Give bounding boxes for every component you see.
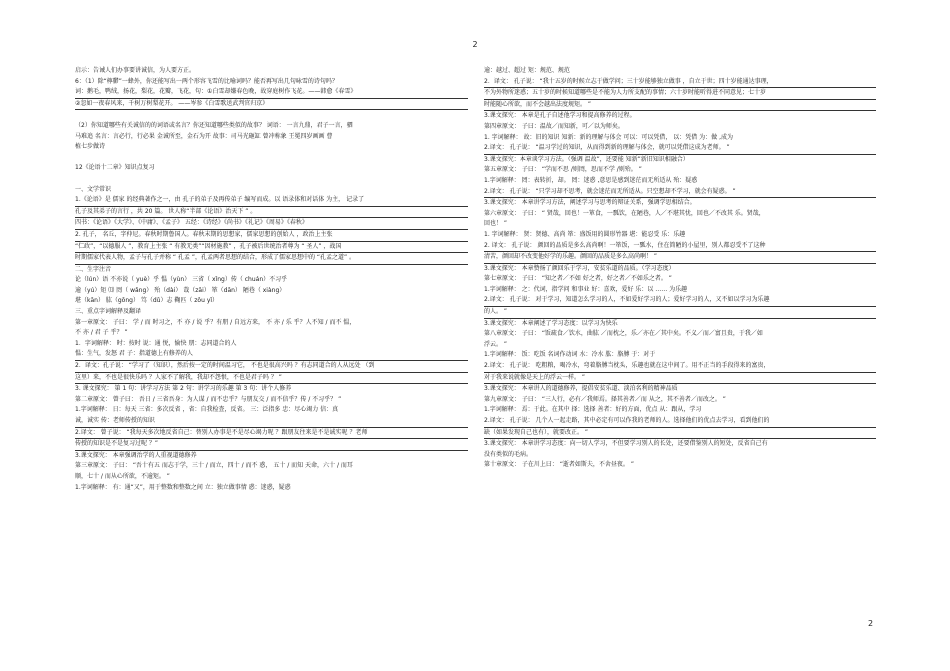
text-line: 第二章原文： 曾子曰： 吾日 / 三省吾身：为人谋 / 而不忠乎？与朋友交 / 而不信乎？传 / 不习乎？ ” bbox=[75, 395, 342, 403]
text-line: 回也！ ” bbox=[484, 220, 508, 228]
text-line: 2.译文： 孔子说： 对于学习，知道怎么学习的人，不如爱好学习的人；爱好学习的人，又不如以学习为乐趣 bbox=[484, 295, 876, 307]
text-line: 3.课文探究： 本章讲学习方法，阐述学习与思考的辩证关系，强调学思相结合。 bbox=[484, 199, 696, 207]
text-line: 词：鹅毛，鸭绒，扬花，梨花，花瓣，飞花，句：①白雪却嫌春色晚，故穿庭树作飞花。——韩愈《春雪》 bbox=[75, 87, 468, 99]
text-line: 1.字词解释： 有：通“又”，用于整数和整数之间 立：独立做事情 惑：迷惑，疑惑 bbox=[75, 483, 291, 491]
text-line: 传授的知识是不是复习过呢 ？” bbox=[75, 439, 468, 451]
text-line: 第五章原文： 子曰： “学而不思 /则罔，思而不学 /则殆。 ” bbox=[484, 166, 642, 174]
text-line: 第一章原文： 子曰： 学 / 而 时习之，不 亦 / 说 乎？有朋 / 自远方来， 不 亦 / 乐 乎？人不知 / 而不 愠， bbox=[75, 318, 356, 326]
text-line: 四书：《论语》《大学》、《中庸》、《孟子》 五经：《诗经》《尚书》《礼记》《周易》《春秋》 bbox=[75, 218, 468, 230]
text-line: 2. 译文： 孔子说： 颜回的品质是多么高尚啊！一箪饭，一瓢水，住在简陋的小屋里，别人都忍受不了这种 bbox=[484, 241, 876, 253]
text-line: 浮云。 ” bbox=[484, 340, 508, 348]
text-line: 2.译文： 曾子说： “我每天多次地反省自己：替别人办事是不是尽心竭力呢 ？跟朋友往来是不是诚实呢 ？老师 bbox=[75, 428, 468, 440]
text-line: 1.字词解释： 焉：于此。在其中 择：选择 善者：好的方面，优点 从：跟从，学习 bbox=[484, 406, 702, 414]
text-line: 3. 课文探究： 第 1 句：讲学习方法 第 2 句：讲学习的乐趣 第 3 句：讲个人修养 bbox=[75, 385, 292, 393]
page-number-top: 2 bbox=[472, 40, 478, 49]
text-line: 1. 字词解释： 故：旧的知识 知新：新的理解与体会 可以：可以凭借， 以：凭借 为：做 ,成为 bbox=[484, 133, 733, 141]
text-line: 2．译文：孔子说： “学习了（知识），然后按一定的时间温习它， 不也是很高兴吗 ？有志同道合的人从远处 （到 bbox=[75, 361, 468, 373]
text-line: 清苦，颜回却不改变他好学的乐趣。颜回的品质是多么高尚啊！ ” bbox=[484, 252, 876, 264]
text-line: 缺（如果发现自己也有），就要改正。 ” bbox=[484, 428, 876, 440]
text-line bbox=[75, 174, 468, 185]
text-line: 时能随心所欲，而不会越出法度规矩。 ” bbox=[484, 100, 876, 112]
text-line: 植七步做诗 bbox=[75, 143, 106, 151]
left-column bbox=[75, 66, 468, 493]
text-line: 时期儒家代表人物，孟子与孔子并称 “ 孔孟 ”，孔孟两者思想的结合，形成了儒家思想中的 “孔孟之道” 。 bbox=[75, 253, 468, 265]
text-line: 3.课文探究： 本章讲人的道德修养，提倡安贫乐道、淡泊名利的精神品质 bbox=[484, 385, 678, 393]
text-line: 逾（yú）矩 ⒀ 罔（ wǎng） 殆（dài） 哉（zāi） 箪（dān） 陋巷（ xiàng） bbox=[75, 286, 286, 294]
text-line: 第十章原文： 子在川上曰： “逝者如斯夫，不舍昼夜。 ” bbox=[484, 461, 634, 469]
text-line: 1. 字词解释： 贤：贤德、高尚 箪：盛饭用的圆形竹器 堪：能忍受 乐：乐趣 bbox=[484, 230, 686, 238]
text-line: 3.课文探究： 本章赞扬了颜回乐于学习，安贫乐道的品质。（学习态度） bbox=[484, 264, 675, 272]
text-line: 3.课文探究：本章谈学习方法。（强调 温故”，还要能 知新”新旧知识相融合） bbox=[484, 155, 689, 163]
section-heading: 一、文学常识 bbox=[75, 185, 112, 193]
text-line: 2. 孔子， 名丘，字仲尼。春秋时期鲁国人。春秋末期的思想家，儒家思想的创始人 ，政治上主张 bbox=[75, 230, 468, 242]
text-line: 3.课文探究： 本章阐述了学习态度：以学习为快乐 bbox=[484, 319, 618, 327]
text-line: 6：（1）除“檸鬱”一蜂外，你还能写出一两个形容飞雪的比喻词吗？能否再写出几句咏雪的诗句吗？ bbox=[75, 77, 338, 85]
text-line: 第八章原文： 子曰： “饭疏食／饮水，曲肱 ／而枕之，乐／亦在／其中矣。不义／而／富且贵，于我／如 bbox=[484, 330, 763, 338]
text-line: 1.《论语》是 儒家 的经典著作之一，由 孔子的弟子及再传弟子 编写而成。以 语录体和对话体 为主， 记录了 bbox=[75, 195, 468, 207]
text-line: 3.课文探究： 本章是孔子自述他学习和提高修养的过程。 bbox=[484, 112, 636, 120]
text-line: 第九章原文： 子曰： “三人行，必有／我师焉。择其善者／而 从之，其不善者／而改之。 ” bbox=[484, 395, 726, 403]
text-line: 堪（kān） 肱（gōng） 笃（dǔ）志 鞠匹（ zǒu yǐ） bbox=[75, 297, 219, 305]
right-column bbox=[484, 66, 876, 471]
text-line: 1.字词解释： 之：代词，指学问 和事业 好：喜欢，爱好 乐：以 …… 为乐趣 bbox=[484, 285, 688, 293]
text-line: 1.字词解释： 日：每天 三省：多次反省 ，省：自我检查，反省。 三：泛指多 忠：尽心竭力 信：真 bbox=[75, 406, 339, 414]
text-line: 逾：越过、超过 矩：规范、规范 bbox=[484, 67, 570, 74]
section-title: 12《论语十二章》知识点复习 bbox=[75, 164, 155, 172]
text-line bbox=[75, 153, 468, 164]
text-line: 第六章原文： 子曰： “ 贤哉，回也！一箪食，一瓢饮，在陋巷，人／不堪其忧，回也／不改其 乐。贤哉， bbox=[484, 209, 765, 217]
text-line: 没有类似的毛病。 bbox=[484, 450, 533, 458]
text-line: 2．译文： 孔子说： “我十五岁的时候立志于做学问；三十岁能够独立做事 ，自立于世；四十岁能通达事理， bbox=[484, 77, 876, 89]
page-number-bottom: 2 bbox=[868, 619, 874, 628]
text-line bbox=[75, 110, 468, 121]
section-heading: 二、生字注音 bbox=[75, 265, 112, 273]
text-line: 2.译文： 孔子说： “温习学过的知识，从而得到新的理解与体会，就可以凭借这成为老师。 ” bbox=[484, 143, 876, 155]
text-line: 3.课文探究： 本章讲学习态度：向一切人学习，不但要学习别人的长处，还要借鉴别人的短处，反省自己有 bbox=[484, 440, 768, 448]
text-line: 1．字词解释： 时：按时 说：通 悦，愉快 朋：志同道合的人 bbox=[75, 339, 237, 347]
section-heading: 三、重点字词解释及翻译 bbox=[75, 308, 142, 316]
text-line: 第四章原文： 子曰：温故／而知新，可／以为师矣。 bbox=[484, 122, 624, 130]
text-line: 的人。 ” bbox=[484, 307, 876, 319]
text-line: 不为外物所迷惑；五十岁的时候知道哪些是不能为人力所支配的事情；六十岁时能听得进不同意见；七十岁 bbox=[484, 88, 876, 100]
text-line: 愠：生气，发怒 君 子：指道德上有修养的人 bbox=[75, 349, 468, 361]
text-line: “仁政”，“以德服人 ”，教育上主张 “ 有教无类”“因材施教” ，孔子被后世统治者尊为 “ 圣人” ，战国 bbox=[75, 242, 468, 254]
text-line: 第七章原文： 子曰： “知之者／不如 好之者，好之者／不如乐之者。 ” bbox=[484, 275, 672, 283]
text-line: 2.译文： 孔子说： 几个人一起走路，其中必定有可以作我的老师的人。选择他们的优点去学习，看到他们的 bbox=[484, 416, 876, 428]
text-line: 论（lún）语 不亦说（ yuè）乎 愠（yùn） 三省（ xǐng）传（ chuán）不习乎 bbox=[75, 276, 288, 284]
text-line: 不 亦 / 君 子 乎？ ” bbox=[75, 329, 128, 337]
text-line: 第三章原文： 子曰： “吾十有五 而志于学，三十 / 而立，四十 / 而不 惑， 五十 / 而知 天命，六十 / 而耳 bbox=[75, 462, 353, 470]
text-line: ②忽如一夜春风来，千树万树梨花开。 ——岑参《白雪歌送武判官归京》 bbox=[75, 99, 468, 111]
text-line: 孔子及其弟子的言行 ，共 20 篇。 世人称“半部《论语》治天下 ” 。 bbox=[75, 207, 468, 219]
text-line: 3.课文探究： 本章强调治学的人重视道德修养 bbox=[75, 451, 197, 459]
text-line: 1.字词解释： 罔：表转折，却。 罔：迷惑 ,意思是感到迷茫而无所适从 殆：疑惑 bbox=[484, 176, 698, 184]
text-line: 2.译文： 孔子说： “只学习却不思考，就会迷茫而无所适从。只空想却不学习，就会有疑惑。 ” bbox=[484, 187, 876, 199]
text-line: 启示：告诫人们办事要讲诚信，为人要方正。 bbox=[75, 67, 196, 74]
text-line: （2）你知道哪些有关诚信的的词语或名言？你还知道哪些类似的故事？ 词语： 一言九鼎，君子一言，驷 bbox=[75, 121, 353, 129]
text-line: 2.译文： 孔子说： 吃粗粮，喝冷水，弯着胳膊当枕头，乐趣也就在这中间了。用不正当的手段得来的富贵， bbox=[484, 361, 876, 373]
text-line: 顺，七十 / 而从心所欲，不逾矩。 ” bbox=[75, 472, 170, 480]
text-line: 诚，诚实 传：老师传授的知识 bbox=[75, 416, 468, 428]
text-line: 对于我来说就像是天上的浮云一样。 ” bbox=[484, 373, 876, 385]
text-line: 马难追 名言：言必行，行必果 金诚所至，金石为开 故事：司马光砸缸 曾冲称象 王冕四岁画画 曹 bbox=[75, 132, 333, 140]
text-line: 这里）来，不也是很快乐吗 ？人家不了解我，我却不怨恨，不也是君子吗 ？ ” bbox=[75, 373, 468, 385]
text-line: 1.字词解释： 饭：吃饭 名词作动词 水：冷水 肱：胳膊 于：对于 bbox=[484, 351, 656, 359]
